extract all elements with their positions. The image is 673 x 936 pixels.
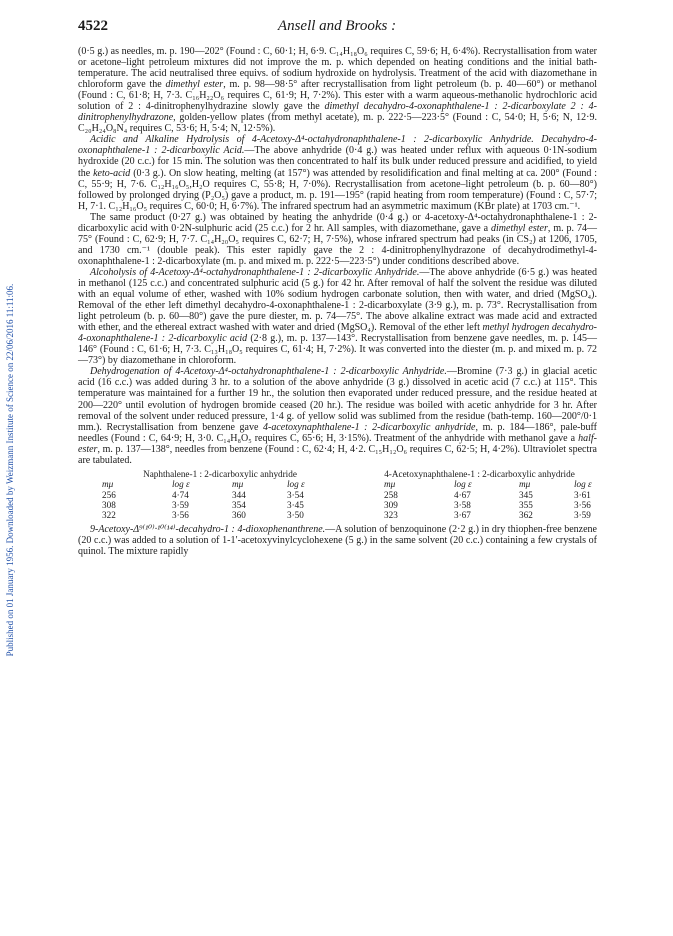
text-run: , golden-yellow plates (from methyl acetate), m. p. 222·5—223·5° (Found : C, 54·0; H, 5·6; N, 12·9. C₂₀H₂₄O₈N₄ requires C, 53·6; H, 5·4; N, 12·5%). bbox=[78, 112, 597, 135]
table-cell: 360 bbox=[232, 510, 246, 521]
table-cell: 3·50 bbox=[287, 510, 304, 521]
download-notice bbox=[2, 140, 16, 800]
text-run: —A solution of benzoquinone (2·2 g.) in dry thiophen-free benzene (20 c.c.) was added to a solution of 1-1′-acetoxyvinylcyclohexene (5 g.) in the same solvent (20 c.c.) containing a few crystals of quinol. The mixture rapidly bbox=[78, 523, 597, 557]
table-cell: 4·67 bbox=[454, 489, 471, 500]
page-number: 4522 bbox=[78, 18, 108, 34]
table-cell: 3·67 bbox=[454, 510, 471, 521]
column-header: mμ bbox=[384, 479, 396, 490]
text-run: The same product (0·27 g.) was obtained by heating the anhydride (0·4 g.) or 4-acetoxy-Δ⁴-octahydronaphthalene-1 : 2-dicarboxylic acid with 0·2N-sulphuric acid (25 c.c.) for 2 hr. All samples, with diazomethane, gave a bbox=[78, 211, 597, 234]
paragraph bbox=[78, 212, 597, 267]
text-run: —The above anhydride (0·4 g.) was heated under reflux with aqueous 0·1N-sodium hydroxide (20 c.c.) for 15 min. The solution was then concentrated to half its bulk under reduced pressure and acidified, to yield the bbox=[78, 145, 597, 179]
article-body bbox=[78, 46, 597, 557]
column-header: mμ bbox=[232, 479, 244, 490]
italic-text-run: Acidic and Alkaline Hydrolysis of 4-Acetoxy-Δ⁴-octahydronaphthalene-1 : 2-dicarboxylic Anhydride. Decahydro-4-oxonaphthalene-1 : 2-dicarboxylic Acid. bbox=[78, 134, 597, 157]
italic-text-run: Dehydrogenation of 4-Acetoxy-Δ⁴-octahydronaphthalene-1 : 2-dicarboxylic Anhydride. bbox=[90, 366, 447, 378]
text-run: (2·8 g.), m. p. 137—143°. Recrystallisation from benzene gave needles, m. p. 145—146° (Found : C, 61·6; H, 7·3. C₁₃H₁₈O₅ requires C, 61·4; H, 7·2%). It was converted into the diester (m. p. and mixed m. p. 72—73°) by diazomethane in chloroform. bbox=[78, 333, 598, 367]
column-header: log ε bbox=[454, 479, 472, 490]
table-cell: 3·54 bbox=[287, 489, 304, 500]
italic-text-run: half-ester bbox=[78, 432, 597, 455]
uv-spectra-table bbox=[78, 469, 597, 521]
group-right-label: 4-Acetoxynaphthalene-1 : 2-dicarboxylic anhydride bbox=[384, 468, 575, 479]
text-run: (0·3 g.). On slow heating, melting (at 157°) was attended by resolidification and final melting at ca. 200° (Found : C, 55·9; H, 7·6. C₁₂H₁₆O₅,H₂O requires C, 55·8; H, 7·0%). Recrystallisation from acetone–light petroleum (b. p. 60—80°) followed by prolonged drying (P₂O₅) gave a product, m. p. 191—195° (rapid heating from room temperature) (Found : C, 57·7; H, 7·1. C₁₂H₁₆O₅ requires C, 60·0; H, 6·7%). The infrared spectrum had an asymmetric maximum (KBr plate) at 1703 cm.⁻¹. bbox=[78, 167, 597, 212]
table-cell: 308 bbox=[102, 500, 116, 510]
text-run: —Bromine (7·3 g.) in glacial acetic acid (16 c.c.) was added during 3 hr. to a solution of the above anhydride (3 g.) dissolved in acetic acid (7 c.c.) at 115°. This temperature was maintained for a further 19 hr., the solution then evaporated under reduced pressure, and the residue heated at 200—220° until evolution of hydrogen bromide ceased (20 hr.). The residue was boiled with acetic anhydride for 3 hr. After removal of the solvent under reduced pressure, 1·4 g. of yellow solid was sublimed from the residue (bath-temp. 160—200°/0·1 mm.). Recrystallisation from benzene gave bbox=[78, 366, 597, 433]
text-run: —The above anhydride (6·5 g.) was heated in methanol (125 c.c.) and concentrated sulphuric acid (5 g.) for 42 hr. After removal of half the solvent the residue was diluted with an equal volume of ether, washed with 10% sodium hydrogen carbonate solution, then with water, and dried (MgSO₄). Removal of the ether left dimethyl decahydro-4-oxonaphthalene-1 : 2-dicarboxylate (3·9 g.), m. p. 73°. Recrystallisation from light petroleum (b. p. 60—80°) gave the pure diester, m. p. 74—75°. The above alkaline extract was made acid and extracted with ether, and the ethereal extract washed with water and dried (MgSO₄). Removal of the ether left bbox=[78, 266, 597, 334]
table-cell: 3·58 bbox=[454, 500, 471, 510]
paragraph bbox=[78, 366, 597, 465]
table-row bbox=[78, 500, 597, 510]
italic-text-run: Alcoholysis of 4-Acetoxy-Δ⁴-octahydronaphthalene-1 : 2-dicarboxylic Anhydride. bbox=[90, 266, 420, 278]
paragraph bbox=[78, 46, 597, 134]
paragraph bbox=[78, 267, 597, 366]
table-cell: 3·61 bbox=[574, 489, 591, 500]
group-left-label: Naphthalene-1 : 2-dicarboxylic anhydride bbox=[143, 468, 297, 479]
running-head: Ansell and Brooks : bbox=[277, 18, 397, 34]
download-notice-text: Published on 01 January 1956. Downloaded by Weizmann Institute of Science on 22/06/2016 11:11:06. bbox=[5, 283, 15, 657]
table-cell: 3·45 bbox=[287, 500, 304, 510]
table-cell: 256 bbox=[102, 489, 116, 500]
text-run: , m. p. 137—138°, needles from benzene (Found : C, 62·4; H, 4·2. C₁₅H₁₂O₆ requires C, 62·5; H, 4·2%). Ultraviolet spectra are tabulated. bbox=[78, 443, 597, 466]
paragraph bbox=[78, 134, 597, 211]
italic-text-run: dimethyl ester bbox=[165, 79, 224, 91]
table-cell: 344 bbox=[232, 489, 246, 500]
text-run: , m. p. 184—186°, pale-buff needles (Found : C, 64·9; H, 3·0. C₁₄H₈O₅ requires C, 65·6; H, 3·15%). Treatment of the anhydride with methanol gave a bbox=[78, 421, 597, 444]
table-column-header-row bbox=[78, 479, 597, 489]
table-cell: 322 bbox=[102, 510, 116, 521]
page-header bbox=[78, 18, 596, 40]
table-row bbox=[78, 490, 597, 500]
table-cell: 345 bbox=[519, 489, 533, 500]
column-header: mμ bbox=[102, 479, 114, 490]
table-group-header-row bbox=[78, 469, 597, 479]
text-run: (0·5 g.) as needles, m. p. 190—202° (Found : C, 60·1; H, 6·9. C₁₄H₁₈O₆ requires C, 59·6; H, 6·4%). Recrystallisation from water or acetone–light petroleum mixtures did not improve the m. p. which depended on heating conditions and the initial bath-temperature. The acid neutralised three equivs. of sodium hydroxide on hydrolysis. Treatment of the acid with diazomethane in chloroform gave the bbox=[78, 46, 597, 91]
table-cell: 3·59 bbox=[172, 500, 189, 510]
italic-text-run: 9-Acetoxy-Δ⁹⁽¹⁰⁾·¹⁰⁽¹⁴⁾-decahydro-1 : 4-dioxophenanthrene. bbox=[90, 523, 326, 535]
table-cell: 362 bbox=[519, 510, 533, 521]
column-header: log ε bbox=[574, 479, 592, 490]
italic-text-run: methyl hydrogen decahydro-4-oxonaphthalene-1 : 2-dicarboxylic acid bbox=[78, 322, 597, 345]
column-header: log ε bbox=[287, 479, 305, 490]
table-cell: 258 bbox=[384, 489, 398, 500]
table-cell: 3·59 bbox=[574, 510, 591, 521]
table-cell: 3·56 bbox=[172, 510, 189, 521]
table-cell: 3·56 bbox=[574, 500, 591, 510]
column-header: mμ bbox=[519, 479, 531, 490]
column-header: log ε bbox=[172, 479, 190, 490]
paragraph bbox=[78, 524, 597, 557]
table-row bbox=[78, 510, 597, 520]
text-run: , m. p. 74—75° (Found : C, 62·9; H, 7·7. C₁₄H₂₀O₅ requires C, 62·7; H, 7·5%), whose infrared spectrum had peaks (in CS₂) at 1206, 1705, and 1730 cm.⁻¹ (double peak). This ester rapidly gave the 2 : 4-dinitrophenylhydrazone of decahydrodimethyl-4-oxonaphthalene-1 : 2-dicarboxylate (m. p. and mixed m. p. 222·5—223·5°) under conditions described above. bbox=[78, 222, 598, 267]
table-cell: 309 bbox=[384, 500, 398, 510]
italic-text-run: dimethyl decahydro-4-oxonaphthalene-1 : 2-dicarboxylate 2 : 4-dinitrophenylhydrazone bbox=[78, 101, 598, 124]
table-cell: 354 bbox=[232, 500, 246, 510]
table-cell: 355 bbox=[519, 500, 533, 510]
italic-text-run: keto-acid bbox=[93, 167, 131, 179]
table-cell: 4·74 bbox=[172, 489, 189, 500]
text-run: , m. p. 98—98·5° after recrystallisation from light petroleum (b. p. 40—60°) or methanol (Found : C, 61·8; H, 7·3. C₁₆H₂₂O₆ requires C, 61·9; H, 7·2%). This ester with a warm aqueous-methanolic hydrochloric acid solution of 2 : 4-dinitrophenylhydrazine slowly gave the bbox=[78, 79, 598, 113]
table-cell: 323 bbox=[384, 510, 398, 521]
italic-text-run: 4-acetoxynaphthalene-1 : 2-dicarboxylic anhydride bbox=[262, 421, 476, 433]
italic-text-run: dimethyl ester bbox=[491, 222, 548, 234]
